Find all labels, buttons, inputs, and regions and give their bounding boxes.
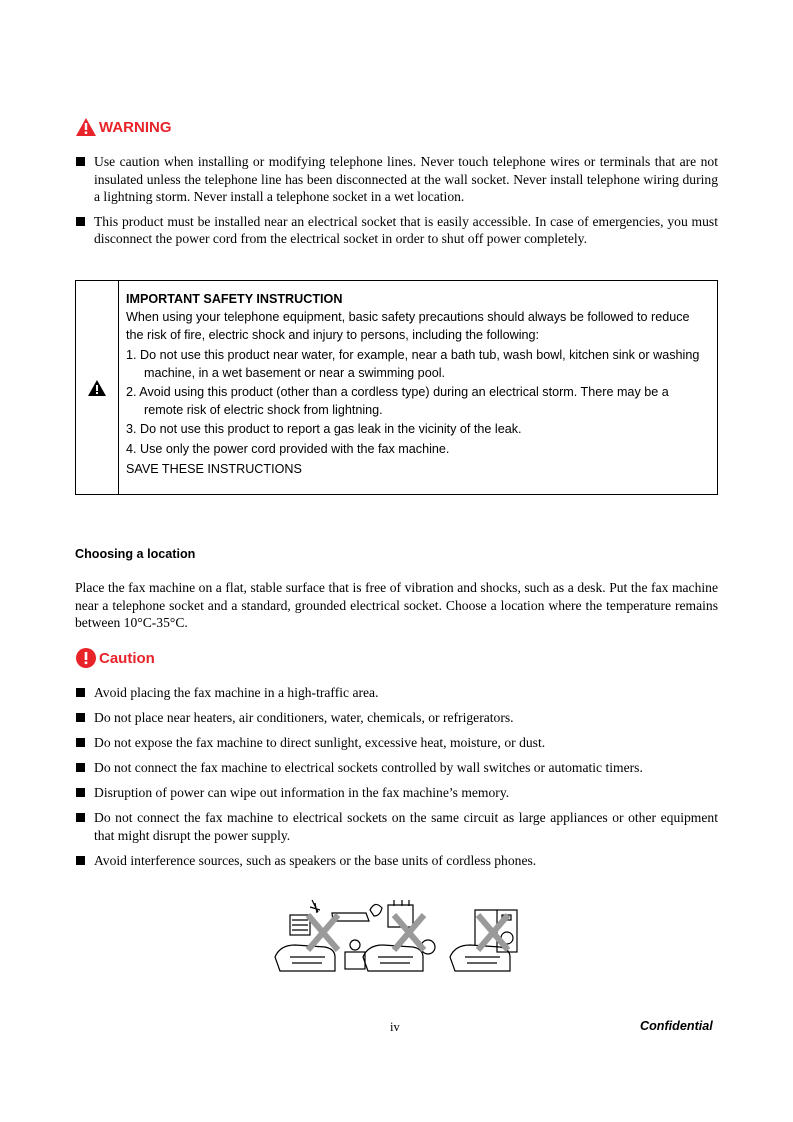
bullet-icon: [76, 813, 85, 822]
item-text: This product must be installed near an electrical socket that is easily accessible. In case of emergencies, you must disconnect the power cord from the electrical socket in order to shut off power completely.: [94, 213, 718, 246]
safety-icon-column: [76, 281, 119, 494]
warning-triangle-icon: [76, 118, 96, 136]
list-item: [75, 709, 718, 727]
warning-title: WARNING: [99, 118, 172, 136]
item-text: Disruption of power can wipe out information in the fax machine’s memory.: [94, 785, 510, 800]
safety-list: [126, 347, 709, 458]
bullet-icon: [76, 713, 85, 722]
caution-heading: [76, 648, 155, 668]
item-text: Do not connect the fax machine to electrical sockets on the same circuit as large appliances or other equipment that might disrupt the power supply.: [94, 810, 718, 843]
warning-triangle-icon: [88, 380, 106, 396]
list-item: [75, 759, 718, 777]
list-item: 1. Do not use this product near water, for example, near a bath tub, wash bowl, kitchen sink or washing machine, in a wet basement or near a swimming pool.: [126, 348, 700, 380]
safety-footer: SAVE THESE INSTRUCTIONS: [126, 462, 302, 476]
item-text: Do not connect the fax machine to electrical sockets controlled by wall switches or automatic timers.: [94, 760, 643, 775]
list-item: [75, 852, 718, 870]
item-text: Use caution when installing or modifying telephone lines. Never touch telephone wires or terminals that are not insulated unless the telephone line has been disconnected at the wall socket. Never install telephone wiring during a lightning storm. Never install a telephone socket in a wet location.: [94, 154, 718, 204]
caution-icon: [76, 648, 96, 668]
placement-illustration: [270, 895, 535, 980]
location-heading: Choosing a location: [75, 547, 196, 561]
bullet-icon: [76, 738, 85, 747]
warning-heading: [76, 118, 172, 136]
bullet-icon: [76, 217, 85, 226]
safety-intro: When using your telephone equipment, basic safety precautions should always be followed to reduce the risk of fire, electric shock and injury to persons, including the following:: [126, 310, 690, 342]
safety-instruction-box: [75, 280, 718, 495]
warning-list: [75, 153, 718, 248]
list-item: [75, 734, 718, 752]
list-item: [75, 684, 718, 702]
bullet-icon: [76, 788, 85, 797]
confidential-label: Confidential: [640, 1019, 713, 1033]
bullet-icon: [76, 157, 85, 166]
bullet-icon: [76, 763, 85, 772]
list-item: [75, 213, 718, 248]
bullet-icon: [76, 856, 85, 865]
safety-title: IMPORTANT SAFETY INSTRUCTION: [126, 292, 343, 306]
item-text: Avoid placing the fax machine in a high-traffic area.: [94, 685, 379, 700]
location-body: Place the fax machine on a flat, stable surface that is free of vibration and shocks, such as a desk. Put the fax machine near a telephone socket and a standard, grounded electrical socket. Choose a location where the temperature remains between 10°C-35°C.: [75, 580, 718, 630]
list-item: [75, 809, 718, 844]
page-number: iv: [390, 1020, 400, 1034]
fax-water-illustration: [363, 900, 435, 971]
caution-title: Caution: [99, 649, 155, 667]
prohibited-x-marks: [308, 915, 508, 950]
list-item: 4. Use only the power cord provided with the fax machine.: [126, 441, 450, 456]
safety-content: [119, 281, 717, 494]
item-text: Avoid interference sources, such as speakers or the base units of cordless phones.: [94, 852, 537, 868]
list-item: [75, 784, 718, 802]
bullet-icon: [76, 688, 85, 697]
list-item: 2. Avoid using this product (other than a cordless type) during an electrical storm. There may be a remote risk of electric shock from lightning.: [126, 385, 669, 417]
caution-list: [75, 684, 718, 869]
list-item: [75, 153, 718, 206]
list-item: 3. Do not use this product to report a gas leak in the vicinity of the leak.: [126, 422, 522, 436]
item-text: Do not expose the fax machine to direct sunlight, excessive heat, moisture, or dust.: [94, 735, 546, 750]
item-text: Do not place near heaters, air conditioners, water, chemicals, or refrigerators.: [94, 710, 514, 725]
